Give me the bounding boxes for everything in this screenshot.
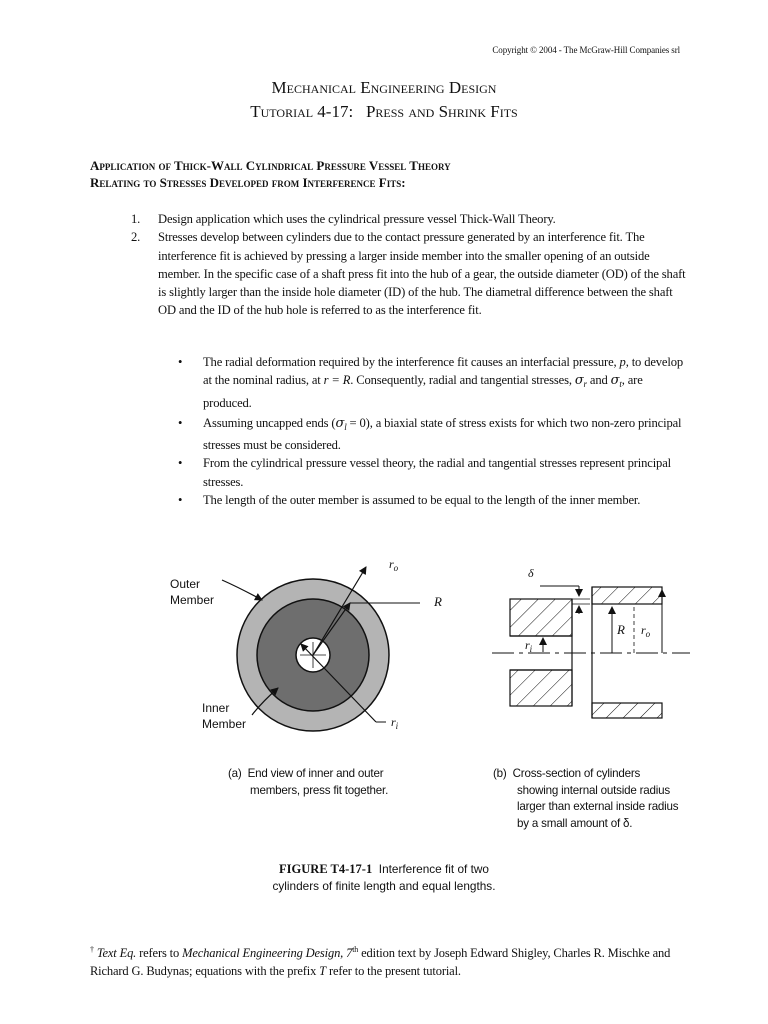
bullet-text: The radial deformation required by the interference fit causes an interfacial pressure, p, to develop at the nominal radius, at r = R. Consequently, radial and tangential stresses, $\sigma_r$ and $\sigma_t$, are produced. (203, 355, 684, 410)
end-view-diagram (222, 567, 420, 731)
copyright-notice: Copyright © 2004 - The McGraw-Hill Companies srl (492, 45, 680, 55)
figure-number: FIGURE T4-17-1 (279, 862, 373, 876)
cross-section-diagram (492, 586, 690, 718)
list-number: 1. (131, 212, 141, 226)
delta-label: δ (528, 566, 534, 580)
bullet-text: Assuming uncapped ends $(\sigma_l = 0)$, a biaxial state of stress exists for which two non-zero principal stresses must be considered. (203, 415, 682, 453)
bullet-icon: • (178, 415, 183, 430)
bullet-text: The length of the outer member is assumed to be equal to the length of the inner member. (203, 493, 641, 508)
outer-member-label: Outer Member (170, 577, 215, 607)
R-label: R (434, 594, 442, 609)
caption-b: (b) Cross-section of cylinders showing internal outside radius larger than external inside radius by a small amount of δ. (493, 767, 679, 830)
list-text: Design application which uses the cylindrical pressure vessel Thick-Wall Theory. (158, 212, 556, 226)
cs-R-label: R (617, 622, 625, 637)
section-heading-line-2: Relating to Stresses Developed from Interference Fits: (90, 175, 406, 190)
bullet-icon: • (178, 493, 183, 508)
bullet-icon: • (178, 456, 183, 471)
inner-member-label: Inner Member (202, 701, 247, 731)
section-heading-line-1: Application of Thick-Wall Cylindrical Pressure Vessel Theory (90, 158, 451, 173)
title-line-2: Tutorial 4-17: Press and Shrink Fits (250, 102, 518, 121)
list-text: Stresses develop between cylinders due to the contact pressure generated by an interference fit. The interference fit is achieved by pressing a larger inside member into the smaller opening of an outside member. In the specific case of a shaft press fit into the hub of a gear, the outside diameter (OD) of the shaft is slightly larger than the inside hole diameter (ID) of the hub. The diametral difference between the shaft OD and the ID of the hub hole is referred to as the interference fit. (158, 230, 686, 318)
figure-caption: FIGURE T4-17-1 Interference fit of two cylinders of finite length and equal lengths. (272, 862, 496, 893)
ri-label: $r_i$ (391, 715, 399, 731)
ro-label: $r_o$ (389, 557, 399, 573)
cs-ri-label: $r_i$ (525, 638, 533, 654)
list-number: 2. (131, 230, 141, 245)
bullet-text: From the cylindrical pressure vessel theory, the radial and tangential stresses represent principal stresses. (203, 456, 671, 489)
caption-a: (a) End view of inner and outer members, press fit together. (228, 767, 389, 797)
bullet-icon: • (178, 355, 183, 369)
title-line-1: Mechanical Engineering Design (271, 78, 497, 97)
cs-ro-label: $r_o$ (641, 623, 651, 639)
footnote: † Text Eq. refers to Mechanical Engineering Design, 7th edition text by Joseph Edward Shigley, Charles R. Mischke and Richard G. Budynas; equations with the prefix T refer to the present tutorial. (90, 945, 671, 979)
